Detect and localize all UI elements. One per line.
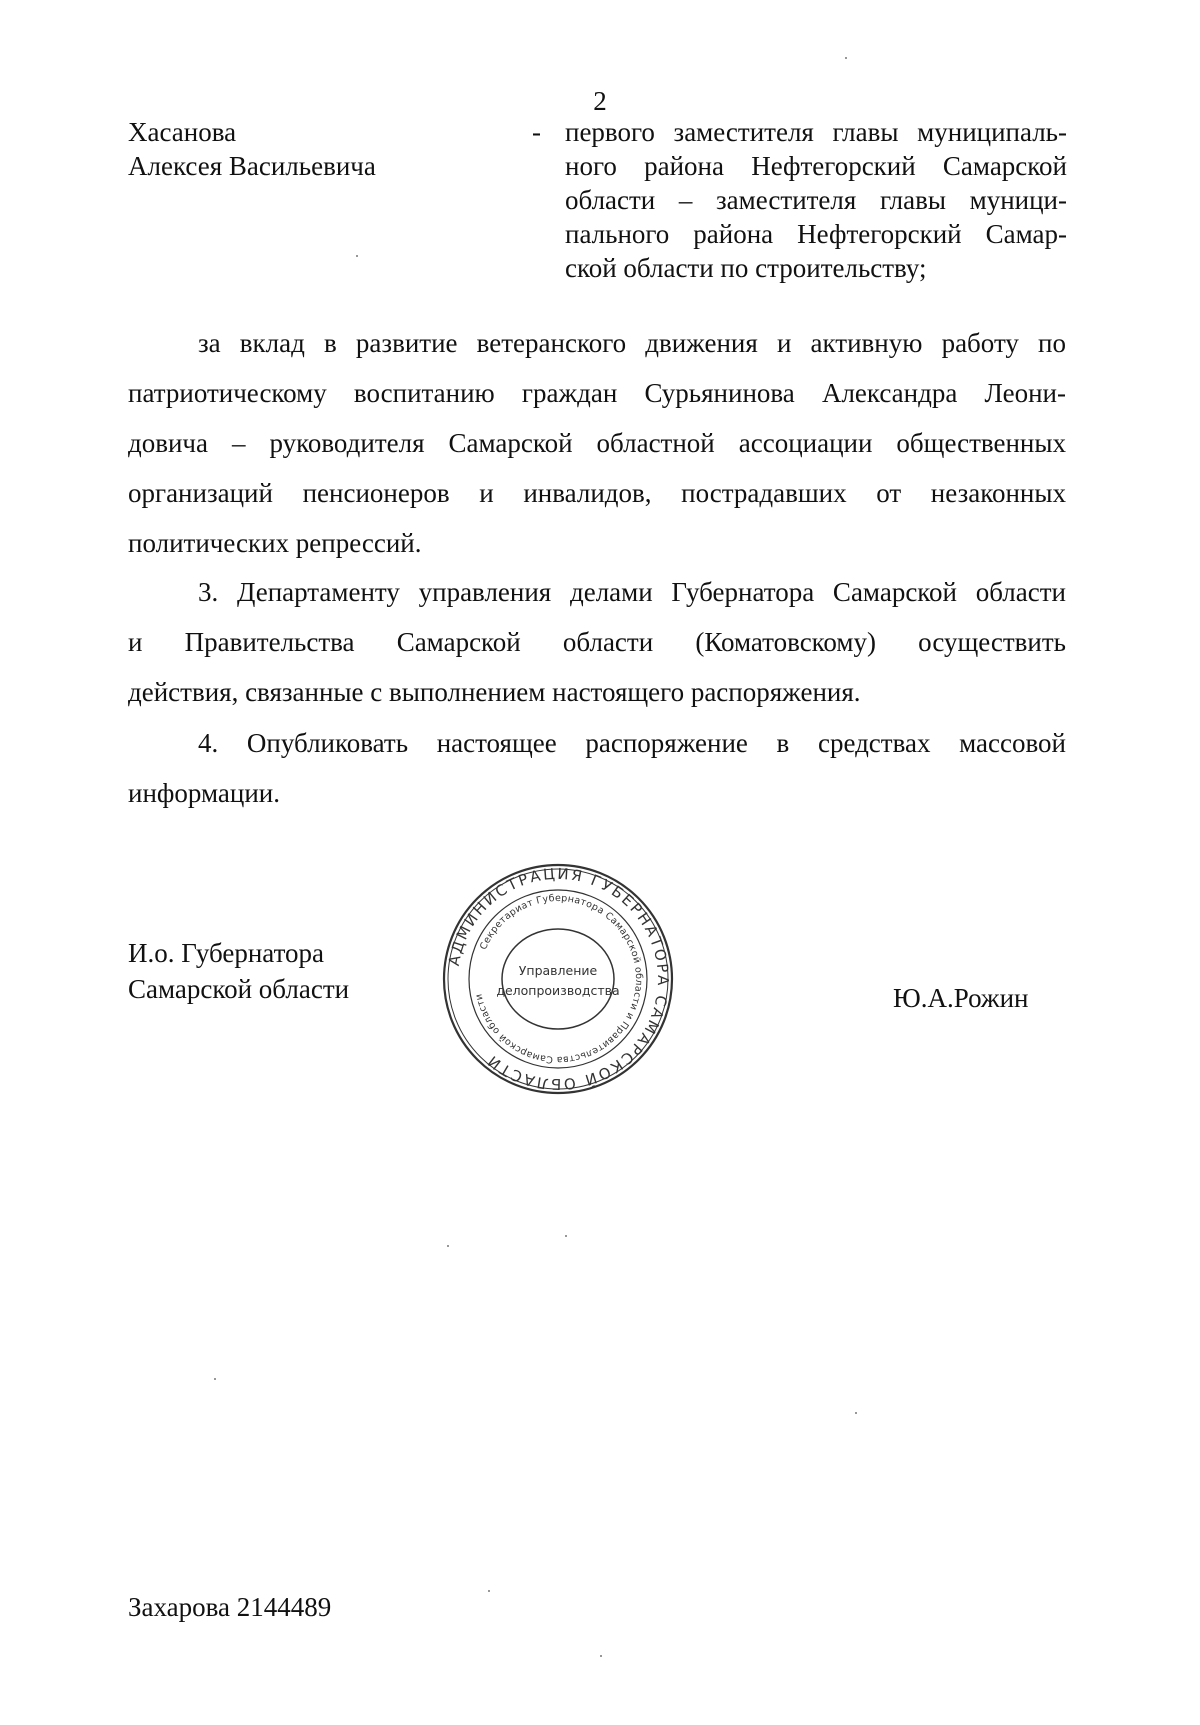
official-seal-stamp [441,862,675,1096]
appointee-role [565,115,1067,285]
scan-speck [214,1378,216,1380]
seal-middle-ring [469,890,647,1068]
paragraph-line: довича – руководителя Самарской областной ассоциации общественных [128,428,1066,458]
scan-speck [845,57,847,59]
seal-center-line-2: делопроизводства [496,983,620,998]
seal-center-ring [502,929,614,1029]
scan-speck [855,1412,857,1414]
scan-speck [447,1245,449,1247]
page-number: 2 [593,86,607,116]
paragraph-line: 4. Опубликовать настоящее распоряжение в средствах массовой [198,728,1066,758]
paragraph-line: 3. Департаменту управления делами Губернатора Самарской области [198,577,1066,607]
signatory-name: Ю.А.Рожин [893,983,1029,1013]
paragraph-line: информации. [128,778,280,808]
signatory-title [128,935,349,1007]
paragraph-line: за вклад в развитие ветеранского движения и активную работу по [198,328,1066,358]
scan-speck [488,1590,490,1592]
paragraph-item-3 [128,567,1066,717]
role-line: пального района Нефтегорский Самар- [565,219,1067,249]
appointee-dash: - [532,117,541,147]
paragraph-line: патриотическому воспитанию граждан Сурьянинова Александра Леони- [128,378,1066,408]
signatory-title-line: И.о. Губернатора [128,938,325,968]
appointee-name [128,115,376,183]
role-line: первого заместителя главы муниципаль- [565,117,1067,147]
appointee-surname: Хасанова [128,117,237,147]
paragraph-line: действия, связанные с выполнением настоящего распоряжения. [128,677,861,707]
paragraph-line: политических репрессий. [128,528,422,558]
signatory-title-line: Самарской области [128,974,350,1004]
appointee-given-names: Алексея Васильевича [128,151,376,181]
role-line: ской области по строительству; [565,253,927,283]
paragraph-line: и Правительства Самарской области (Коматовскому) осуществить [128,627,1066,657]
role-line: ного района Нефтегорский Самарской [565,151,1067,181]
paragraph-line: организаций пенсионеров и инвалидов, пострадавших от незаконных [128,478,1066,508]
paragraph-veteran-award [128,318,1066,568]
role-line: области – заместителя главы муници- [565,185,1067,215]
executor-contact: Захарова 2144489 [128,1592,332,1622]
scan-speck [600,1655,602,1657]
seal-inner-text: Секретариат Губернатора Самарской области и Правительства Самарской области [473,892,645,1066]
scan-speck [565,1235,567,1237]
seal-center-line-1: Управление [518,963,598,978]
paragraph-item-4 [128,718,1066,818]
scan-speck [356,255,358,257]
seal-outer-text: АДМИНИСТРАЦИЯ ГУБЕРНАТОРА САМАРСКОЙ ОБЛАСТИ [444,864,673,1094]
